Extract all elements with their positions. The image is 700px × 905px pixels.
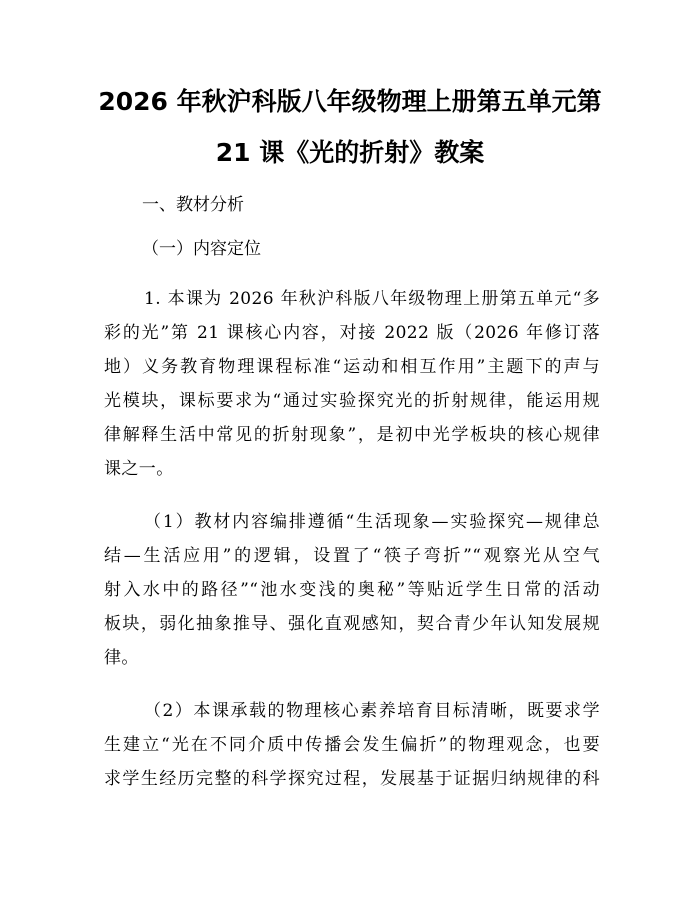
paragraph-line: 课之一。 xyxy=(104,459,174,479)
paragraph-line: （1）教材内容编排遵循“生活现象—实验探究—规律总 xyxy=(144,512,600,532)
document-title-line-2: 21 课《光的折射》教案 xyxy=(215,138,485,167)
paragraph-core-literacy xyxy=(104,694,600,796)
paragraph-line: 彩的光”第 21 课核心内容，对接 2022 版（2026 年修订落 xyxy=(104,323,600,343)
section-heading: 一、教材分析 xyxy=(142,195,244,215)
paragraph-line: 生建立“光在不同介质中传播会发生偏折”的物理观念，也要 xyxy=(104,735,600,755)
paragraph-content-arrangement xyxy=(104,505,600,675)
paragraph-line: 律。 xyxy=(104,648,139,668)
paragraph-line: 光模块，课标要求为“通过实验探究光的折射规律，能运用规 xyxy=(104,391,600,411)
paragraph-content-positioning xyxy=(104,282,600,486)
subsection-heading: （一）内容定位 xyxy=(142,239,261,259)
paragraph-line: （2）本课承载的物理核心素养培育目标清晰，既要求学 xyxy=(144,701,600,721)
paragraph-line: 板块，弱化抽象推导、强化直观感知，契合青少年认知发展规 xyxy=(104,614,600,634)
document-title-line-1: 2026 年秋沪科版八年级物理上册第五单元第 xyxy=(98,87,602,116)
paragraph-line: 射入水中的路径”“池水变浅的奥秘”等贴近学生日常的活动 xyxy=(104,580,600,600)
paragraph-line: 结—生活应用”的逻辑，设置了“筷子弯折”“观察光从空气 xyxy=(104,546,600,566)
paragraph-line: 律解释生活中常见的折射现象”，是初中光学板块的核心规律 xyxy=(104,425,600,445)
paragraph-line: 地）义务教育物理课程标准“运动和相互作用”主题下的声与 xyxy=(104,357,600,377)
paragraph-line: 1. 本课为 2026 年秋沪科版八年级物理上册第五单元“多 xyxy=(144,289,600,309)
paragraph-line: 求学生经历完整的科学探究过程，发展基于证据归纳规律的科 xyxy=(104,769,600,789)
